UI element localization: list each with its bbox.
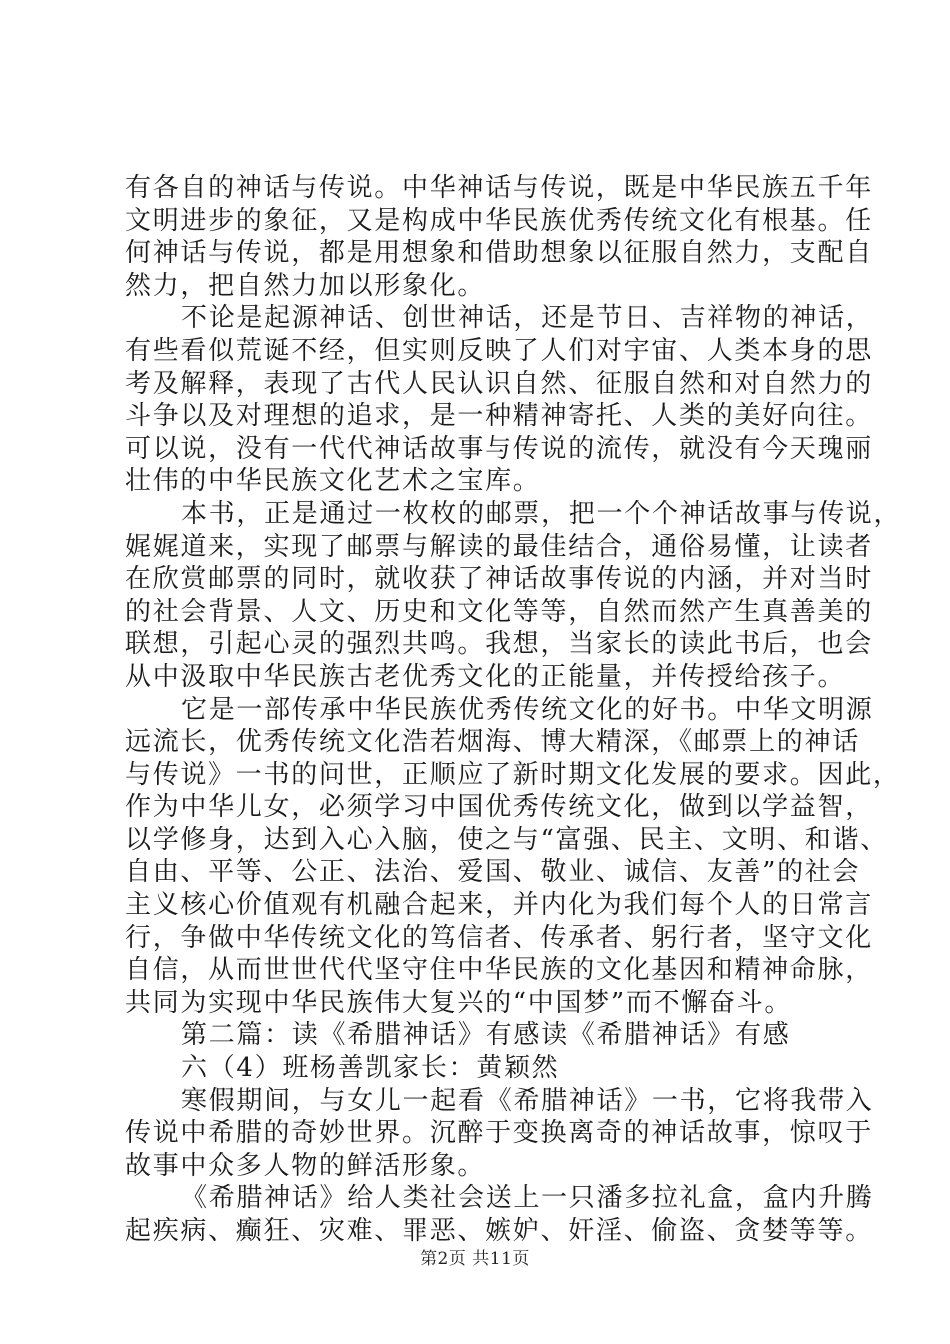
text-line: 起疾病、癫狂、灾难、罪恶、嫉妒、奸淫、偷盗、贪婪等等。 xyxy=(125,1216,873,1246)
text-line: 文明进步的象征，又是构成中华民族优秀传统文化有根基。任 xyxy=(125,205,873,236)
text-line: 行，争做中华传统文化的笃信者、传承者、躬行者，坚守文化 xyxy=(125,922,873,953)
text-line: 第二篇：读《希腊神话》有感读《希腊神话》有感 xyxy=(181,1020,791,1051)
text-line: 寒假期间，与女儿一起看《希腊神话》一书，它将我带入 xyxy=(181,1085,874,1116)
text-line: 六（4）班杨善凯家长：黄颖然 xyxy=(181,1053,560,1084)
text-line: 传说中希腊的奇妙世界。沉醉于变换离奇的神话故事，惊叹于 xyxy=(125,1118,873,1149)
text-line: 远流长，优秀传统文化浩若烟海、博大精深，《邮票上的神话 xyxy=(125,727,860,758)
text-line: 在欣赏邮票的同时，就收获了神话故事传说的内涵，并对当时 xyxy=(125,564,873,595)
text-line: 可以说，没有一代代神话故事与传说的流传，就没有今天瑰丽 xyxy=(125,433,873,464)
document-body xyxy=(125,172,902,1248)
text-line: 从中汲取中华民族古老优秀文化的正能量，并传授给孩子。 xyxy=(125,661,846,692)
text-line: 联想，引起心灵的强烈共鸣。我想，当家长的读此书后，也会 xyxy=(125,629,873,660)
text-line: 然力，把自然力加以形象化。 xyxy=(125,270,486,301)
text-line: 以学修身，达到入心入脑，使之与“富强、民主、文明、和谐、 xyxy=(125,824,888,855)
text-line: 与传说》一书的问世，正顺应了新时期文化发展的要求。因此， xyxy=(125,759,901,790)
text-line: 斗争以及对理想的追求，是一种精神寄托、人类的美好向往。 xyxy=(125,401,873,432)
page-footer: 第2页 共11页 xyxy=(420,1249,530,1269)
text-line: 的社会背景、人文、历史和文化等等，自然而然产生真善美的 xyxy=(125,596,873,627)
text-line: 有各自的神话与传说。中华神话与传说，既是中华民族五千年 xyxy=(125,173,873,203)
text-line: 自信，从而世世代代坚守住中华民族的文化基因和精神命脉， xyxy=(125,955,873,986)
text-line: 它是一部传承中华民族优秀传统文化的好书。中华文明源 xyxy=(181,694,874,725)
text-line: 《希腊神话》给人类社会送上一只潘多拉礼盒，盒内升腾 xyxy=(181,1183,874,1214)
text-line: 自由、平等、公正、法治、爱国、敬业、诚信、友善”的社会 xyxy=(125,857,861,888)
text-line: 考及解释，表现了古代人民认识自然、征服自然和对自然力的 xyxy=(125,368,873,399)
text-line: 何神话与传说，都是用想象和借助想象以征服自然力，支配自 xyxy=(125,238,873,269)
text-line: 作为中华儿女，必须学习中国优秀传统文化，做到以学益智， xyxy=(125,792,873,823)
text-line: 不论是起源神话、创世神话，还是节日、吉祥物的神话， xyxy=(181,303,874,334)
text-line: 本书，正是通过一枚枚的邮票，把一个个神话故事与传说， xyxy=(181,498,902,529)
text-line: 壮伟的中华民族文化艺术之宝库。 xyxy=(125,466,541,497)
text-line: 共同为实现中华民族伟大复兴的“中国梦”而不懈奋斗。 xyxy=(125,987,793,1018)
text-line: 故事中众多人物的鲜活形象。 xyxy=(125,1150,486,1181)
text-line: 娓娓道来，实现了邮票与解读的最佳结合，通俗易懂，让读者 xyxy=(125,531,873,562)
text-line: 主义核心价值观有机融合起来，并内化为我们每个人的日常言 xyxy=(125,890,873,921)
text-line: 有些看似荒诞不经，但实则反映了人们对宇宙、人类本身的思 xyxy=(125,335,873,366)
